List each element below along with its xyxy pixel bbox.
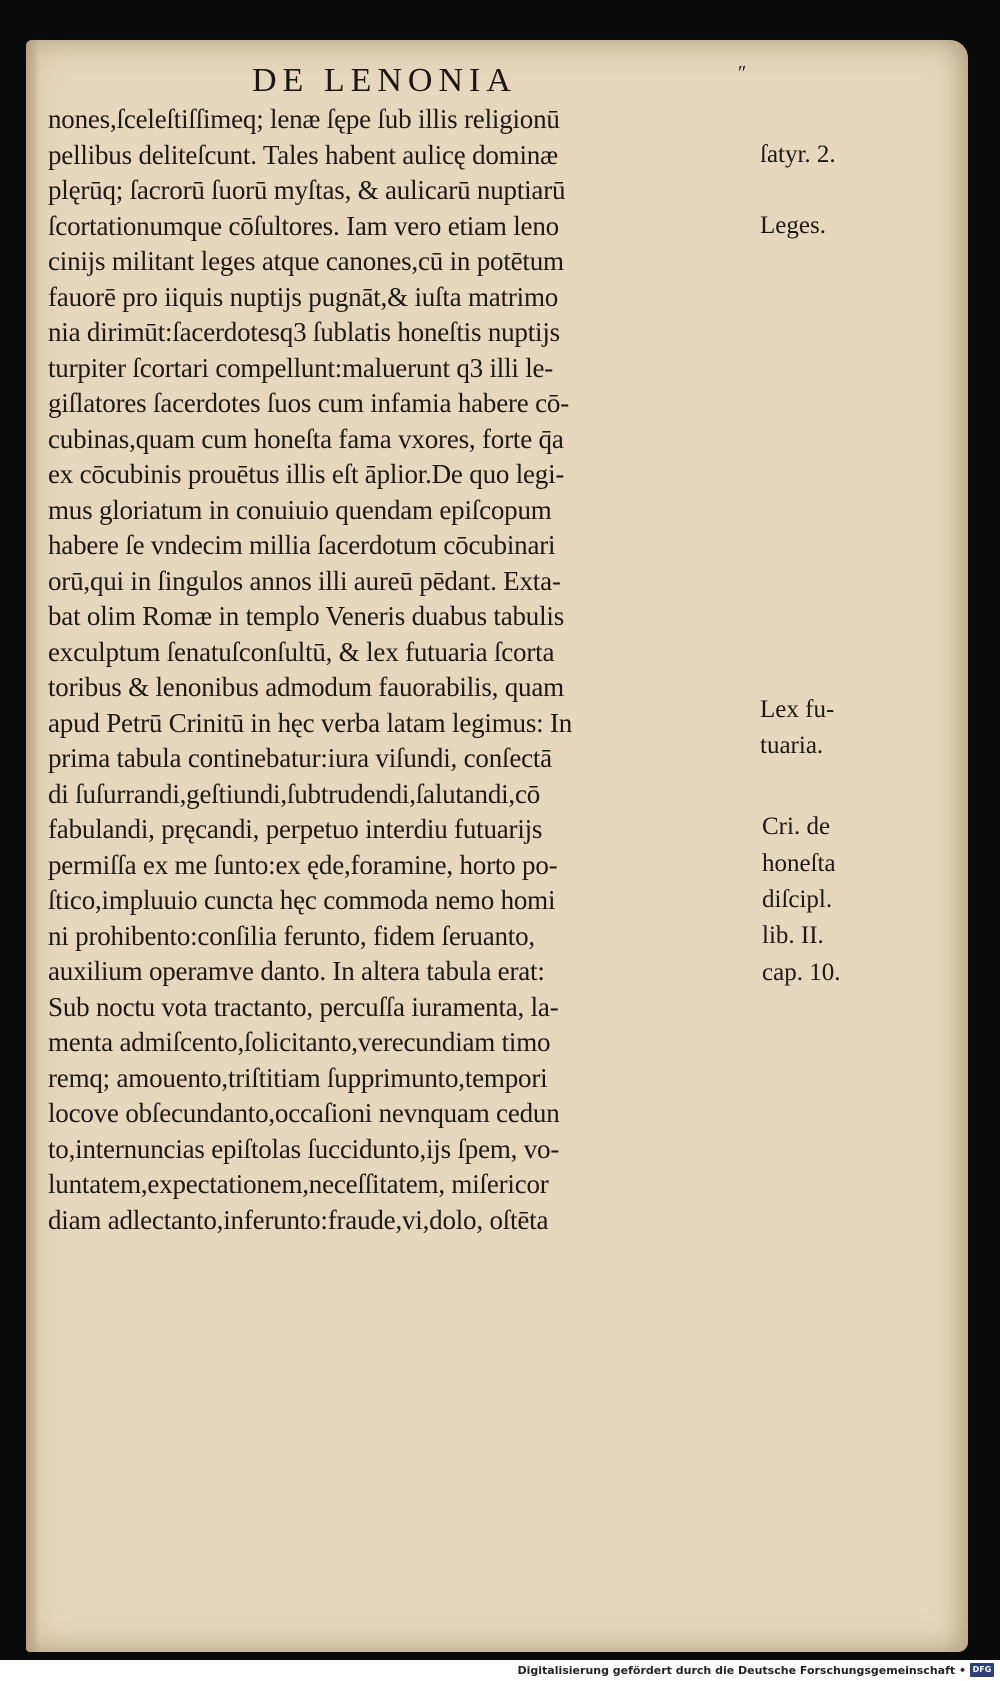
body-line: fauorē pro iiquis nuptijs pugnāt,& iuſta matrimo [48,281,559,312]
marginal-note-satyr: ſatyr. 2. [760,141,836,168]
body-line: turpiter ſcortari compellunt:maluerunt q3 illi le- [48,352,554,383]
body-line: exculptum ſenatuſconſultū, & lex futuaria ſcorta [48,636,555,667]
body-line: ſcortationumque cōſultores. Iam vero etiam leno [48,210,559,241]
body-line: giſlatores ſacerdotes ſuos cum infamia habere cō- [48,388,569,418]
marginal-note-crinitus-5: cap. 10. [762,959,841,986]
body-line: permiſſa ex me ſunto:ex ęde,foramine, horto po- [48,849,558,880]
body-line: to,internuncias epiſtolas ſuccidunto,ijs ſpem, vo- [48,1133,560,1164]
body-line: nones,ſceleſtiſſimeq; lenæ ſępe ſub illis religionū [48,104,560,134]
marginal-note-leges: Leges. [760,212,826,239]
marginal-note-lex-futuaria-2: tuaria. [760,732,824,759]
body-line: plęrūq; ſacrorū ſuorū myſtas, & aulicarū nuptiarū [48,175,566,205]
marginal-note-crinitus-4: lib. II. [762,922,824,949]
body-line: auxilium operamve danto. In altera tabula erat: [48,956,545,986]
body-line: apud Petrū Crinitū in hęc verba latam legimus: In [48,707,573,738]
body-line: locove obſecundanto,occaſioni nevnquam cedun [48,1098,560,1128]
body-line: ſtico,impluuio cuncta hęc commoda nemo homi [48,885,556,915]
running-header: DE LENONIA [252,62,517,99]
marginal-note-crinitus-3: diſcipl. [762,886,833,913]
marginal-note-lex-futuaria-1: Lex fu- [760,696,835,723]
folio-mark: ″ [738,62,747,84]
body-line: di ſuſurrandi,geſtiundi,ſubtrudendi,ſalutandi,cō [48,778,541,809]
body-line: bat olim Romæ in templo Veneris duabus tabulis [48,601,565,631]
body-line: toribus & lenonibus admodum fauorabilis, quam [48,672,564,702]
body-line: orū,qui in ſingulos annos illi aureū pēdant. Exta- [48,565,561,596]
body-line: ni prohibento:conſilia ferunto, fidem ſeruanto, [48,920,535,951]
body-text [48,102,758,1238]
body-line: nia dirimūt:ſacerdotesq3 ſublatis honeſtis nuptijs [48,317,560,347]
marginal-note-crinitus-2: honeſta [762,850,836,877]
body-line: fabulandi, pręcandi, perpetuo interdiu futuarijs [48,814,543,844]
footer-credit: Digitalisierung gefördert durch die Deutsche Forschungsgemeinschaft • [517,1664,966,1677]
body-line: pellibus deliteſcunt. Tales habent aulicę dominæ [48,139,558,170]
body-line: menta admiſcento,ſolicitanto,verecundiam timo [48,1027,551,1057]
body-line: remq; amouento,triſtitiam ſupprimunto,tempori [48,1062,548,1093]
body-line: mus gloriatum in conuiuio quendam epiſcopum [48,494,552,525]
body-line: Sub noctu vota tractanto, percuſſa iuramenta, la- [48,991,559,1022]
digitization-footer [0,1660,1000,1681]
dfg-logo-icon: DFG [970,1663,994,1677]
body-line: luntatem,expectationem,neceſſitatem, miſericor [48,1169,549,1199]
marginal-note-crinitus-1: Cri. de [762,813,831,840]
body-line: cinijs militant leges atque canones,cū in potētum [48,246,564,276]
page-gutter-shadow [26,40,40,1652]
body-line: habere ſe vndecim millia ſacerdotum cōcubinari [48,530,556,560]
body-line: prima tabula continebatur:iura viſundi, conſectā [48,743,552,773]
body-line: cubinas,quam cum honeſta fama vxores, forte q̄a [48,423,564,454]
body-line: diam adlectanto,inferunto:fraude,vi,dolo, oſtēta [48,1204,549,1235]
body-line: ex cōcubinis prouētus illis eſt āplior.De quo legi- [48,459,565,489]
